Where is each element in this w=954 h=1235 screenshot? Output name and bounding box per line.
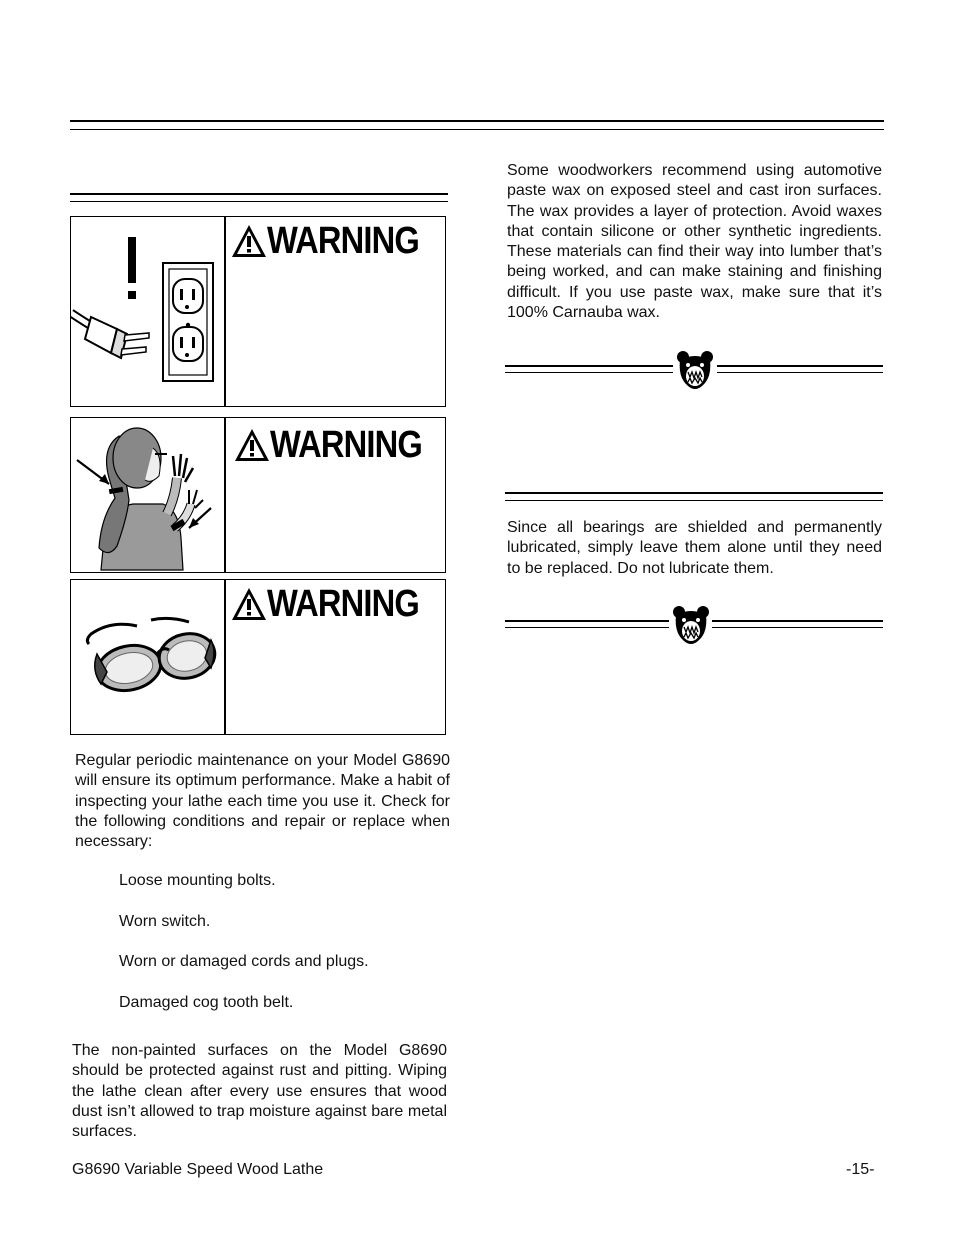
unplug-outlet-icon (71, 217, 224, 405)
footer-title: G8690 Variable Speed Wood Lathe (72, 1161, 324, 1178)
divider-rule (505, 365, 673, 367)
section-rule-right-thin (505, 500, 883, 501)
warning-label: WARNING (270, 424, 422, 466)
hair-clothing-hazard-icon (71, 418, 224, 571)
warning-triangle-icon (231, 587, 267, 621)
warning-label: WARNING (267, 220, 419, 262)
warning-header (231, 585, 444, 623)
section-rule-left-thin (70, 201, 448, 202)
divider-rule (505, 627, 669, 628)
warning-box-eye-protection (70, 579, 446, 735)
bear-logo-icon (676, 350, 714, 392)
header-rule-thick (70, 120, 884, 122)
checklist-item: Worn switch. (119, 913, 211, 930)
safety-glasses-icon (71, 580, 224, 733)
checklist-item: Damaged cog tooth belt. (119, 994, 294, 1011)
warning-triangle-icon (234, 428, 270, 462)
section-rule-right (505, 492, 883, 494)
divider-rule (712, 627, 883, 628)
divider-rule (712, 620, 883, 622)
warning-label: WARNING (267, 583, 419, 625)
warning-header (234, 426, 447, 464)
page-number: -15- (846, 1161, 875, 1178)
checklist-item: Loose mounting bolts. (119, 872, 276, 889)
header-rule-thin (70, 129, 884, 130)
cleaning-text: The non-painted surfaces on the Model G8690 should be protected against rust and pitting. Wiping the lathe clean after every use ensures that wood dust isn’t allowed to trap moisture against bare metal surfaces. (72, 1042, 447, 1141)
warning-box-electrical (70, 216, 446, 407)
section-rule-left (70, 193, 448, 195)
warning-box-divider (224, 418, 226, 572)
bearings-text: Since all bearings are shielded and permanently lubricated, simply leave them alone until they need to be replaced. Do not lubricate them. (507, 519, 882, 577)
warning-triangle-icon (231, 224, 267, 258)
warning-box-divider (224, 580, 226, 734)
wax-text: Some woodworkers recommend using automotive paste wax on exposed steel and cast iron surfaces. The wax provides a layer of protection. Avoid waxes that contain silicone or other synthetic ingredients. These materials can find their way into lumber that’s being worked, and can make staining and finishing difficult. If you use paste wax, make sure that it’s 100% Carnauba wax. (507, 162, 882, 322)
warning-box-clothing (70, 417, 446, 573)
divider-rule (717, 365, 883, 367)
warning-box-divider (224, 217, 226, 406)
divider-rule (505, 372, 673, 373)
warning-header (231, 222, 444, 260)
maintenance-intro-text: Regular periodic maintenance on your Model G8690 will ensure its optimum performance. Make a habit of inspecting your lathe each time you use it. Check for the following conditions and repair or replace when necessary: (75, 752, 450, 851)
bear-logo-icon (672, 605, 710, 647)
checklist-item: Worn or damaged cords and plugs. (119, 953, 369, 970)
divider-rule (505, 620, 669, 622)
divider-rule (717, 372, 883, 373)
